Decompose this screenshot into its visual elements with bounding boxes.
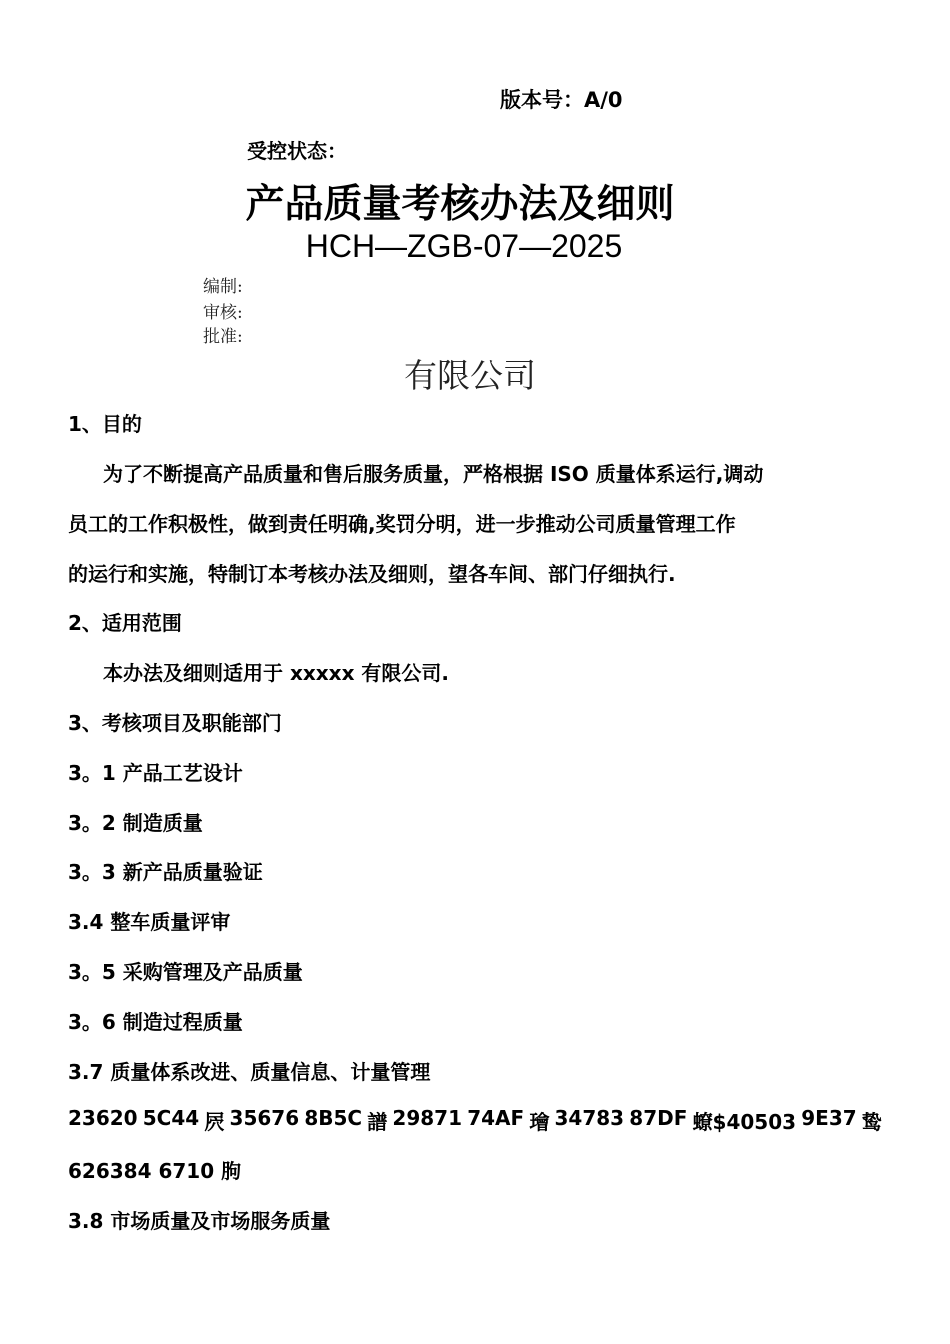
section-3-item: 3。2 制造质量 — [68, 811, 203, 835]
company-name: 有限公司 — [404, 356, 536, 395]
garbled-token: 鸷 — [861, 1110, 882, 1134]
section-1-heading: 1、目的 — [68, 412, 142, 436]
control-status-label: 受控状态： — [247, 139, 347, 163]
garbled-token: 8B5C — [304, 1106, 363, 1130]
section-2-heading: 2、适用范围 — [68, 611, 182, 635]
section-3-item: 3。1 产品工艺设计 — [68, 761, 243, 785]
document-code: HCH—ZGB-07—2025 — [305, 228, 623, 264]
garbled-token: 譜 — [367, 1110, 388, 1134]
garbled-token: 璯 — [529, 1110, 550, 1134]
section-3-item: 3。6 制造过程质量 — [68, 1010, 243, 1034]
garbled-token: 35676 — [229, 1106, 300, 1130]
garbled-token: 屄 — [204, 1110, 225, 1134]
garbled-token: 蟟$40503 — [692, 1110, 797, 1134]
garbled-token: 9E37 — [801, 1106, 857, 1130]
garbled-token: 74AF — [467, 1106, 525, 1130]
garbled-text-line: 626384 6710 朐 — [68, 1159, 242, 1183]
section-3-item: 3.7 质量体系改进、质量信息、计量管理 — [68, 1060, 431, 1084]
section-3-item: 3。5 采购管理及产品质量 — [68, 960, 303, 984]
garbled-token: 5C44 — [142, 1106, 200, 1130]
document-title: 产品质量考核办法及细则 — [245, 181, 675, 227]
garbled-token: 34783 — [554, 1106, 625, 1130]
signoff-approved: 批准: — [203, 327, 243, 347]
section-3-heading: 3、考核项目及职能部门 — [68, 711, 282, 735]
section-3-item: 3.4 整车质量评审 — [68, 910, 231, 934]
garbled-token: 87DF — [629, 1106, 688, 1130]
section-2-body: 本办法及细则适用于 xxxxx 有限公司. — [103, 661, 450, 685]
garbled-text-line — [68, 1106, 882, 1135]
signoff-reviewed: 审核: — [203, 303, 243, 323]
signoff-compiled: 编制: — [203, 277, 243, 297]
garbled-token: 23620 — [68, 1106, 138, 1130]
section-1-body-line: 为了不断提高产品质量和售后服务质量，严格根据 ISO 质量体系运行,调动 — [103, 462, 764, 486]
section-3-8-heading: 3.8 市场质量及市场服务质量 — [68, 1209, 331, 1233]
garbled-token: 29871 — [392, 1106, 463, 1130]
section-3-item: 3。3 新产品质量验证 — [68, 860, 263, 884]
version-label: 版本号：A/0 — [500, 88, 623, 112]
section-1-body-line: 员工的工作积极性，做到责任明确,奖罚分明，进一步推动公司质量管理工作 — [68, 512, 736, 536]
section-1-body-line: 的运行和实施，特制订本考核办法及细则，望各车间、部门仔细执行. — [68, 562, 676, 586]
